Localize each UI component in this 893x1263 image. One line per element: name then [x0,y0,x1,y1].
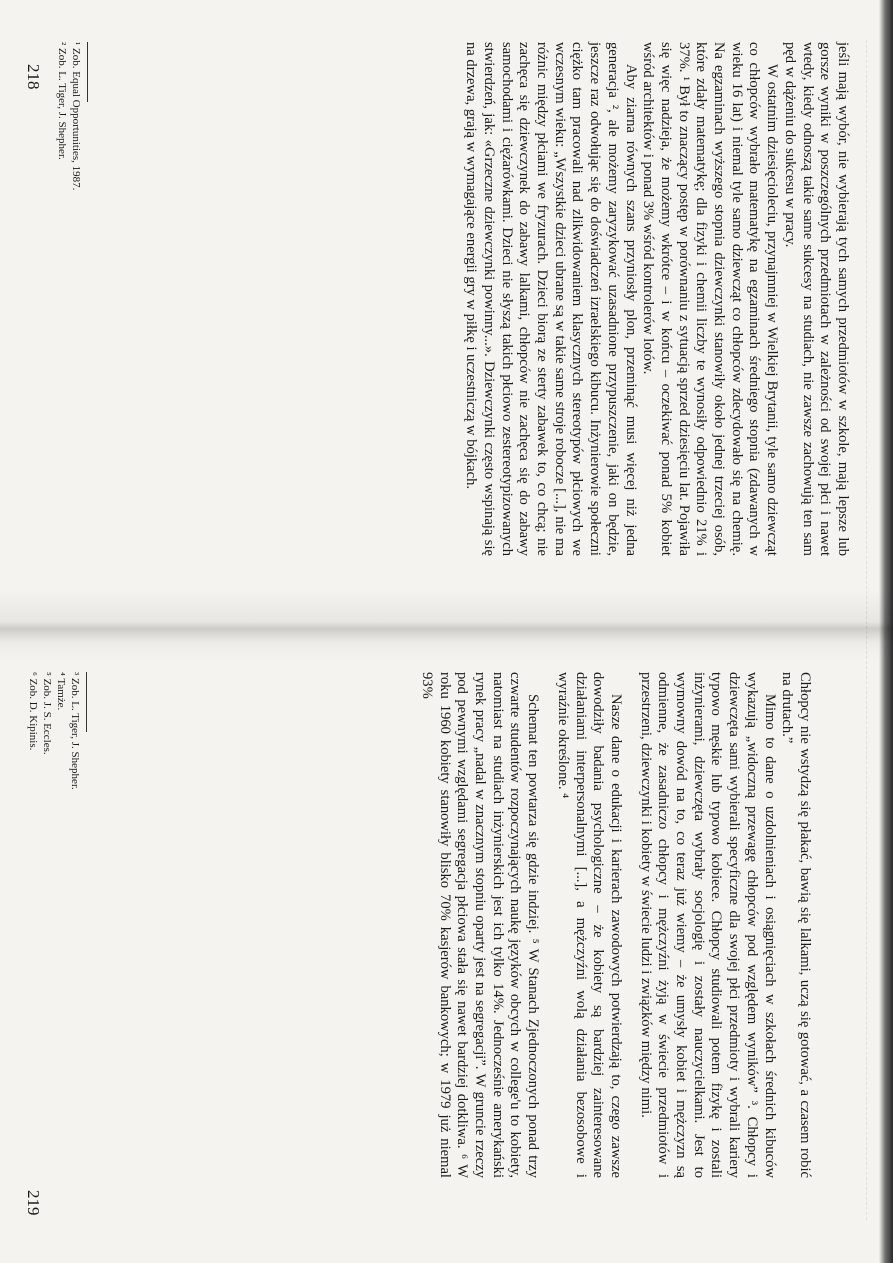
right-paragraph-1: Chłopcy nie wstydzą się płakać, bawią się lalkami, uczą się gotować, a czasem robić na drutach.” [779,672,813,1178]
page-219 [0,630,893,1263]
footnote-1: ¹ Zob. Equal Opportunities, 1987. [70,42,82,191]
footnote-2: ² Zob. L. Tiger, J. Shepher. [56,42,68,160]
scan-margin-artifacts [866,40,889,1220]
footnote-4: ⁴ Tamże. [55,672,67,711]
left-page-text-column [462,42,851,556]
right-page-text-column [417,672,813,1178]
footnote-rule [86,672,87,732]
footnote-6: ⁶ Zob. D. Kipinis. [27,672,39,751]
page-number-left: 218 [24,64,43,90]
footnote-3: ³ Zob. L. Tiger, J. Shepher. [69,672,81,790]
left-paragraph-3: Aby ziarna równych szans przyniosły plon, przeminąć musi więcej niż jedna generacja ², ale możemy zaryzykować uzasadnione przypuszczenie, jaki on będzie, jeszcze raz odwołując się do doświadczeń izraelskiego kibucu. Inżynierowie społeczni ciężko tam pracowali nad zlikwidowaniem klasycznych stereotypów płciowych we wczesnym wieku: „Wszystkie dzieci ubrane są w takie same stroje robocze [...], nie ma różnic między płciami we fryzurach. Dzieci biorą ze sterty zabawek to, co chcą; nie zachęca się dziewczynek do zabawy lalkami, chłopców nie zachęca się do zabawy samochodami i ciężarówkami. Dzieci nie słyszą takich płciowo zestereotypizowanych stwierdzeń, jak: «Grzeczne dziewczynki powinny...». Dziewczynki często wspinają się na drzewa, grają w wymagające energii gry w piłkę i uczestniczą w bójkach. [463,42,639,556]
left-paragraph-1: jeśli mają wybór, nie wybierają tych samych przedmiotów w szkole, mają lepsze lub gorsze wyniki w poszczególnych przedmiotach w zależności od swojej płci i nawet wtedy, kiedy odnoszą takie same sukcesy na studiach, nie zawsze zachowują ten sam pęd w dążeniu do sukcesu w pracy. [781,42,851,556]
right-paragraph-4: Schemat ten powtarza się gdzie indziej. ⁵ W Stanach Zjednoczonych ponad trzy czwarte studentów rozpoczynających naukę języków obcych w college'u to kobiety, natomiast na studiach inżynierskich jest ich tylko 14%. Jednocześnie amerykański rynek pracy „nadal w znacznym stopniu oparty jest na segregacji”. W gruncie rzeczy pod pewnymi względami segregacja płciowa stała się nawet bardziej dotkliwa. ⁶ W roku 1960 kobiety stanowiły blisko 70% kasjerów bankowych; w 1979 już niemal 93% [418,672,542,1178]
page-number-right: 219 [24,1190,43,1216]
right-footnotes [26,672,87,1178]
left-paragraph-2: W ostatnim dziesięcioleciu, przynajmniej w Wielkiej Brytanii, tyle samo dziewcząt co chłopców wybrało matematykę na egzaminach średniego stopnia (zdawanych w wieku 16 lat) i niemal tyle samo dziewcząt co chłopców zdecydowało się na chemię. Na egzaminach wyższego stopnia dziewczynki stanowiły około jednej trzeciej osób, które zdały matematykę; dla fizyki i chemii liczby te wynosiły odpowiednio 21% i 37%. ¹ Był to znaczący postęp w porównaniu z sytuacją sprzed dziesięciu lat. Pojawiła się więc nadzieja, że możemy wkrótce – i w końcu – oczekiwać ponad 5% kobiet wśród architektów i ponad 3% wśród kontrolerów lotów. [640,42,781,556]
right-paragraph-3: Nasze dane o edukacji i karierach zawodowych potwierdzają to, czego zawsze dowodziły badania psychologiczne – że kobiety są bardziej zainteresowane działaniami interpersonalnymi [...], a mężczyźni wolą działania bezosobowe i wyraźnie określone. ⁴ [554,672,624,1178]
footnote-5: ⁵ Zob. J. S. Eccles. [41,672,53,755]
right-paragraph-2: Mimo to dane o uzdolnieniach i osiągnięciach w szkołach średnich kibuców wykazują „widoczną przewagę chłopców pod względem wyników” ³. Chłopcy i dziewczęta sami wybierali specyficzne dla swojej płci przedmioty i wybrali kariery typowo męskie lub typowo kobiece. Chłopcy studiowali potem fizykę i zostali inżynierami, dziewczęta wybrały socjologię i zostały nauczycielkami. Jest to wymowny dowód na to, co teraz już wiemy – że umysły kobiet i mężczyzn są odmienne, że zasadniczo chłopcy i mężczyźni żyją w świecie przedmiotów i przestrzeni, dziewczynki i kobiety w świecie ludzi i związków między nimi. [637,672,778,1178]
left-footnotes [55,42,88,556]
page-218 [0,0,893,620]
footnote-rule [87,42,88,102]
